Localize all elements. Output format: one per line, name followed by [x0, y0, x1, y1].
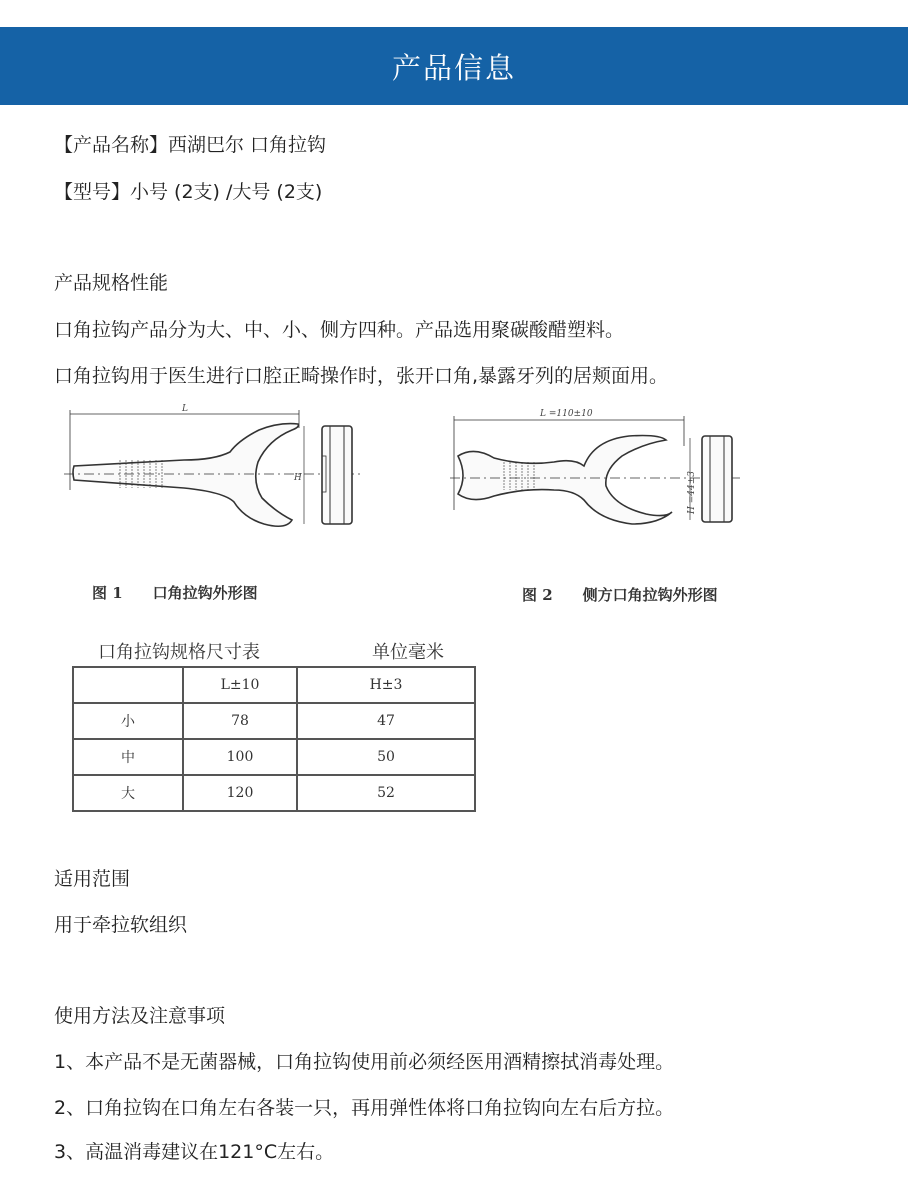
scope-text: 用于牵拉软组织 — [54, 914, 188, 936]
table-header-row — [73, 667, 475, 703]
page-header — [0, 27, 908, 105]
table-cell: 100 — [183, 739, 297, 775]
retractor-drawings — [54, 400, 774, 630]
size-table-unit: 单位毫米 — [372, 642, 444, 663]
usage-heading: 使用方法及注意事项 — [54, 1005, 226, 1027]
scope-heading: 适用范围 — [54, 868, 131, 890]
spec-paragraph-2: 口角拉钩用于医生进行口腔正畸操作时，张开口角,暴露牙列的居颊面用。 — [54, 365, 669, 387]
table-header-cell: H±3 — [297, 667, 475, 703]
table-cell: 47 — [297, 703, 475, 739]
page-title: 产品信息 — [391, 50, 516, 85]
product-model-line: 【型号】小号 (2支) /大号 (2支) — [54, 181, 323, 203]
spec-heading: 产品规格性能 — [54, 272, 169, 294]
figure-2-height-label: H =44±3 — [687, 471, 697, 514]
table-header-cell — [73, 667, 183, 703]
table-cell: 52 — [297, 775, 475, 811]
figure-1-height-label: H — [294, 473, 302, 483]
table-cell: 中 — [73, 739, 183, 775]
figure-2-length-label: L =110±10 — [540, 409, 593, 419]
usage-item-2: 2、口角拉钩在口角左右各装一只，再用弹性体将口角拉钩向左右后方拉。 — [54, 1097, 675, 1119]
table-cell: 50 — [297, 739, 475, 775]
size-table-title: 口角拉钩规格尺寸表 — [98, 642, 260, 663]
retractor-figure — [54, 400, 774, 630]
table-cell: 78 — [183, 703, 297, 739]
usage-item-1: 1、本产品不是无菌器械，口角拉钩使用前必须经医用酒精擦拭消毒处理。 — [54, 1051, 675, 1073]
table-cell: 120 — [183, 775, 297, 811]
table-header-cell: L±10 — [183, 667, 297, 703]
figure-2-drawing — [450, 416, 744, 524]
figure-1-length-label: L — [182, 404, 188, 414]
size-table — [72, 666, 476, 812]
figure-2-caption: 图 2 侧方口角拉钩外形图 — [522, 586, 718, 604]
figure-1-drawing — [64, 410, 364, 526]
table-row — [73, 775, 475, 811]
table-cell: 小 — [73, 703, 183, 739]
table-row — [73, 739, 475, 775]
usage-item-3: 3、高温消毒建议在121°C左右。 — [54, 1141, 335, 1163]
spec-paragraph-1: 口角拉钩产品分为大、中、小、侧方四种。产品选用聚碳酸醋塑料。 — [54, 319, 625, 341]
table-row — [73, 703, 475, 739]
figure-1-caption: 图 1 口角拉钩外形图 — [92, 584, 258, 602]
table-cell: 大 — [73, 775, 183, 811]
size-table-block — [54, 630, 484, 830]
product-name-line: 【产品名称】西湖巴尔 口角拉钩 — [54, 134, 327, 156]
